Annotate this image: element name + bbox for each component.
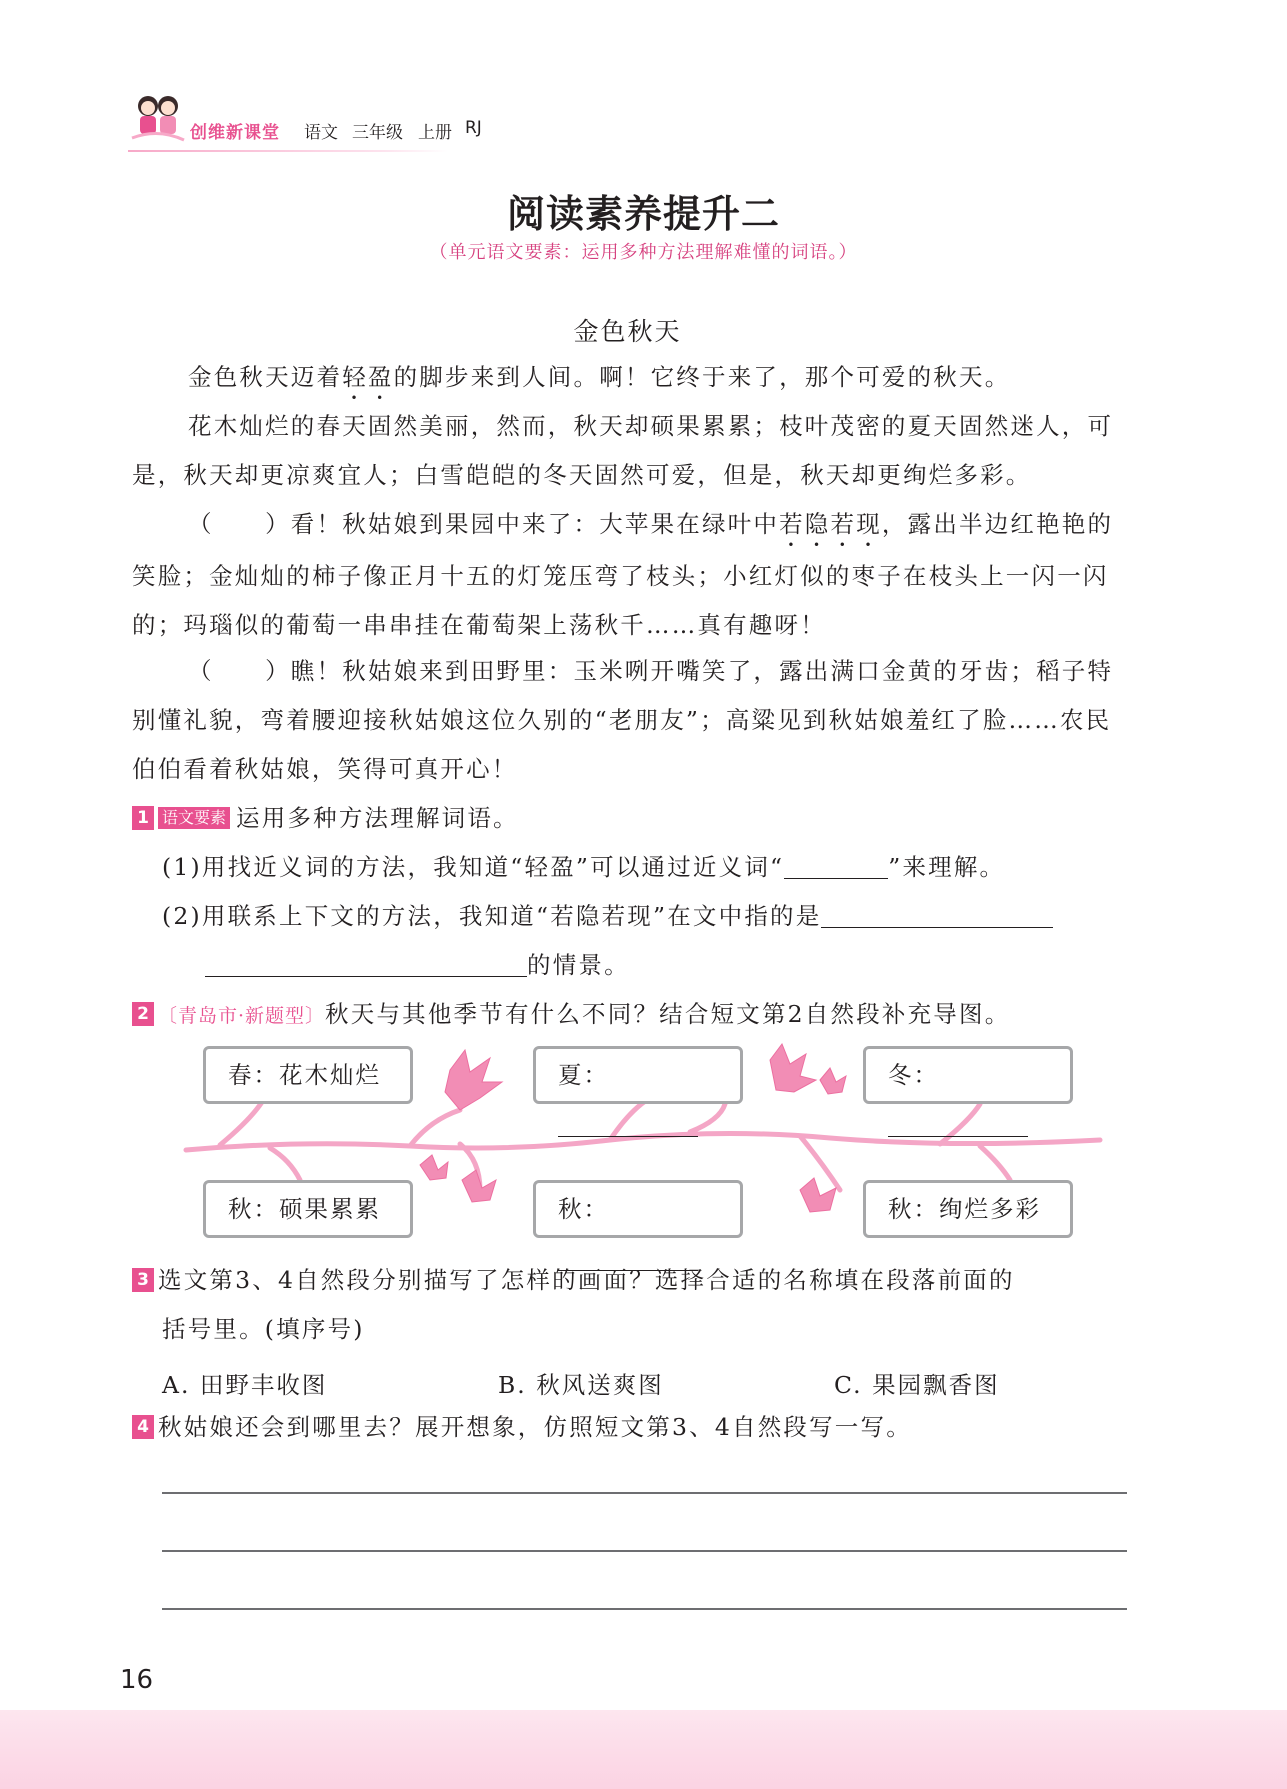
question-tag: 语文要素	[158, 807, 230, 829]
page-number: 16	[120, 1665, 154, 1695]
emphasized-word: 若隐若现	[779, 510, 882, 538]
question-1	[132, 794, 519, 843]
header-divider	[128, 150, 448, 152]
leaf-icon	[820, 1068, 846, 1094]
writing-line[interactable]	[162, 1550, 1127, 1552]
question-1-sub-1: (1)用找近义词的方法，我知道“轻盈”可以通过近义词“ ”来理解。	[162, 853, 1006, 881]
map-box-winter: 冬：	[863, 1046, 1073, 1104]
question-number: 2	[132, 1002, 154, 1026]
question-3	[132, 1256, 1015, 1305]
leaf-icon	[445, 1050, 502, 1110]
answer-blank[interactable]	[205, 952, 527, 977]
question-source: 〔青岛市·新题型〕	[158, 1005, 326, 1027]
question-text: 运用多种方法理解词语。	[236, 804, 519, 832]
answer-blank[interactable]	[888, 1114, 1028, 1137]
story-paragraph-2: 花木灿烂的春天固然美丽，然而，秋天却硕果累累；枝叶茂密的夏天固然迷人，可是，秋天却更凉爽宜人；白雪皑皑的冬天固然可爱，但是，秋天却更绚烂多彩。	[132, 412, 1114, 489]
map-box-autumn-3: 秋：绚烂多彩	[863, 1180, 1073, 1238]
writing-line[interactable]	[162, 1608, 1127, 1610]
mascot-kids-logo	[128, 88, 188, 148]
question-number: 1	[132, 806, 154, 830]
leaf-icon	[420, 1155, 448, 1180]
map-box-spring: 春：花木灿烂	[203, 1046, 413, 1104]
question-text: 秋天与其他季节有什么不同？结合短文第2自然段补充导图。	[325, 1000, 1011, 1028]
unit-element-note: （单元语文要素：运用多种方法理解难懂的词语。）	[429, 242, 858, 263]
question-1-sub-2-cont: 的情景。	[205, 941, 630, 990]
writing-line[interactable]	[162, 1492, 1127, 1494]
story-paragraph-3: （ ）看！秋姑娘到果园中来了：大苹果在绿叶中若隐若现，露出半边红艳艳的笑脸；金灿灿的柿子像正月十五的灯笼压弯了枝头；小红灯似的枣子在枝头上一闪一闪的；玛瑙似的葡萄一串串挂在葡萄架上荡秋千……真有趣呀！	[132, 510, 1114, 639]
brand-name: 创维新课堂	[190, 123, 280, 143]
story-title: 金色秋天	[573, 317, 682, 346]
story-paragraph-1: 金色秋天迈着轻盈的脚步来到人间。啊！它终于来了，那个可爱的秋天。	[188, 363, 1011, 391]
question-2	[132, 990, 1010, 1041]
edition-label: RJ	[465, 118, 482, 138]
option-a[interactable]: A. 田野丰收图	[162, 1371, 328, 1399]
grade-label: 三年级	[352, 123, 403, 143]
volume-label: 上册	[418, 123, 452, 143]
leaf-icon	[800, 1178, 836, 1212]
map-box-autumn-2: 秋：	[533, 1180, 743, 1238]
answer-blank[interactable]	[821, 903, 1053, 928]
question-text: 选文第3、4自然段分别描写了怎样的画面？选择合适的名称填在段落前面的	[158, 1266, 1015, 1294]
emphasized-word: 轻盈	[342, 363, 394, 391]
answer-blank[interactable]	[784, 854, 888, 879]
question-4	[132, 1403, 912, 1452]
question-number: 3	[132, 1268, 154, 1292]
subject-label: 语文	[304, 123, 338, 143]
question-text: 秋姑娘还会到哪里去？展开想象，仿照短文第3、4自然段写一写。	[158, 1413, 912, 1441]
question-number: 4	[132, 1415, 154, 1439]
question-3-cont: 括号里。(填序号)	[162, 1315, 365, 1343]
answer-blank[interactable]	[558, 1114, 698, 1137]
option-c[interactable]: C. 果园飘香图	[834, 1371, 1000, 1399]
page-title: 阅读素养提升二	[506, 192, 780, 236]
footer-band	[0, 1710, 1287, 1789]
option-b[interactable]: B. 秋风送爽图	[498, 1371, 664, 1399]
map-box-summer: 夏：	[533, 1046, 743, 1104]
story-paragraph-4: （ ）瞧！秋姑娘来到田野里：玉米咧开嘴笑了，露出满口金黄的牙齿；稻子特别懂礼貌，弯着腰迎接秋姑娘这位久别的“老朋友”；高粱见到秋姑娘羞红了脸……农民伯伯看着秋姑娘，笑得可真开心！	[132, 657, 1114, 783]
map-box-autumn-1: 秋：硕果累累	[203, 1180, 413, 1238]
leaf-icon	[770, 1044, 816, 1092]
question-1-sub-2: (2)用联系上下文的方法，我知道“若隐若现”在文中指的是	[162, 892, 1053, 941]
